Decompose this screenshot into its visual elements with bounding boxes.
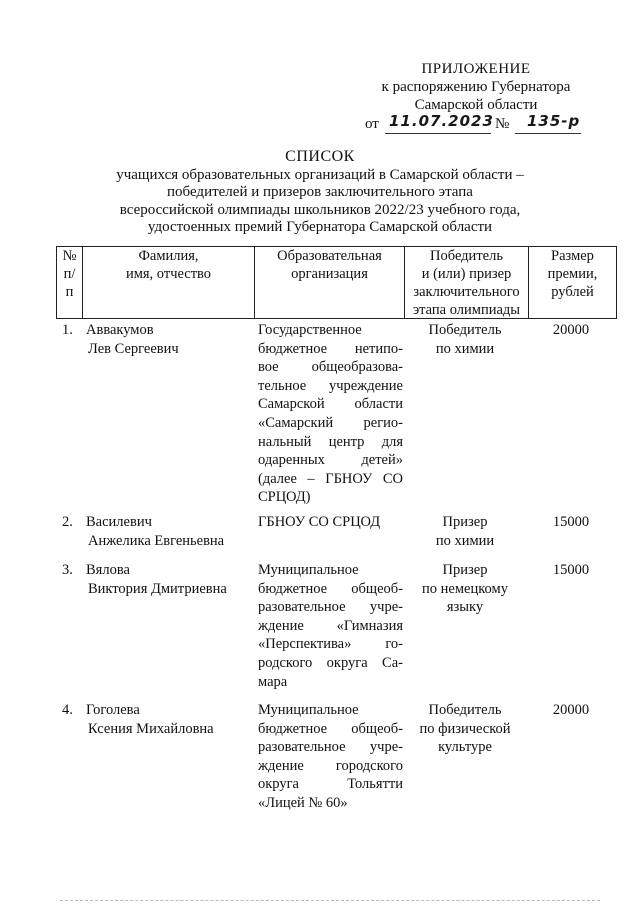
table-row <box>56 561 617 701</box>
heading-line-2: победителей и призеров заключительного этапа <box>167 184 473 200</box>
student-name: Гоголева Ксения Михайловна <box>86 702 214 737</box>
heading-line-3: всероссийской олимпиады школьников 2022/23 учебного года, <box>119 201 521 218</box>
order-number: 135-р <box>527 112 581 130</box>
heading-line-4: удостоенных премий Губернатора Самарской области <box>147 219 493 235</box>
order-date: 11.07.2023 <box>389 112 494 130</box>
from-label: от <box>365 116 379 132</box>
organization: Муниципальное бюджетное общеоб- разовательное учре- ждение «Гимназия «Перспектива» го- родского округа Са- мара <box>258 562 403 690</box>
winner-status: Победитель по физической культуре <box>419 702 511 756</box>
date-underline <box>385 133 491 134</box>
student-name: Аввакумов Лев Сергеевич <box>86 322 179 357</box>
row-number: 1. <box>62 322 73 338</box>
table-row <box>56 701 617 821</box>
appendix-block <box>360 60 592 114</box>
organization: Муниципальное бюджетное общеоб- разовательное учре- ждение городского округа Тольятти «Лицей № 60» <box>258 702 403 811</box>
organization: ГБНОУ СО СРЦОД <box>258 514 381 530</box>
page-bottom-edge <box>60 900 600 902</box>
winner-status: Призер по немецкому языку <box>422 562 508 616</box>
award-amount: 15000 <box>552 562 590 578</box>
winner-status: Призер по химии <box>435 514 495 549</box>
number-underline <box>515 133 581 134</box>
awardees-table <box>56 246 617 821</box>
header-winner: Победитель и (или) призер заключительного этапа олимпиады <box>412 248 521 318</box>
winner-status: Победитель по химии <box>428 322 502 357</box>
header-org: Образовательная организация <box>277 248 382 282</box>
heading-line-1: учащихся образовательных организаций в Самарской области – <box>116 166 524 183</box>
appendix-line-2: Самарской области <box>414 97 538 113</box>
award-amount: 15000 <box>552 514 590 530</box>
table-row <box>56 513 617 561</box>
order-date-number <box>365 114 605 138</box>
header-num: № п/ п <box>62 248 77 300</box>
number-label: № <box>495 116 510 132</box>
student-name: Василевич Анжелика Евгеньевна <box>86 514 225 549</box>
student-name: Вялова Виктория Дмитриевна <box>86 562 227 597</box>
header-name: Фамилия, имя, отчество <box>125 248 212 282</box>
header-bottom-border <box>56 318 617 319</box>
list-heading <box>40 148 600 237</box>
organization: Государственное бюджетное нетипо- вое общеобразова- тельное учреждение Самарской области «Самарский регио- нальный центр для одаренных детей» (далее – ГБНОУ СО СРЦОД) <box>258 322 403 506</box>
row-number: 4. <box>62 702 73 718</box>
row-number: 3. <box>62 562 73 578</box>
award-amount: 20000 <box>552 322 590 338</box>
table-row <box>56 321 617 513</box>
header-border-right <box>616 246 617 319</box>
appendix-title: ПРИЛОЖЕНИЕ <box>421 61 531 77</box>
list-title: СПИСОК <box>285 148 355 165</box>
award-amount: 20000 <box>552 702 590 718</box>
appendix-line-1: к распоряжению Губернатора <box>381 79 571 95</box>
table-header <box>56 246 617 319</box>
row-number: 2. <box>62 514 73 530</box>
header-amount: Размер премии, рублей <box>547 248 598 300</box>
